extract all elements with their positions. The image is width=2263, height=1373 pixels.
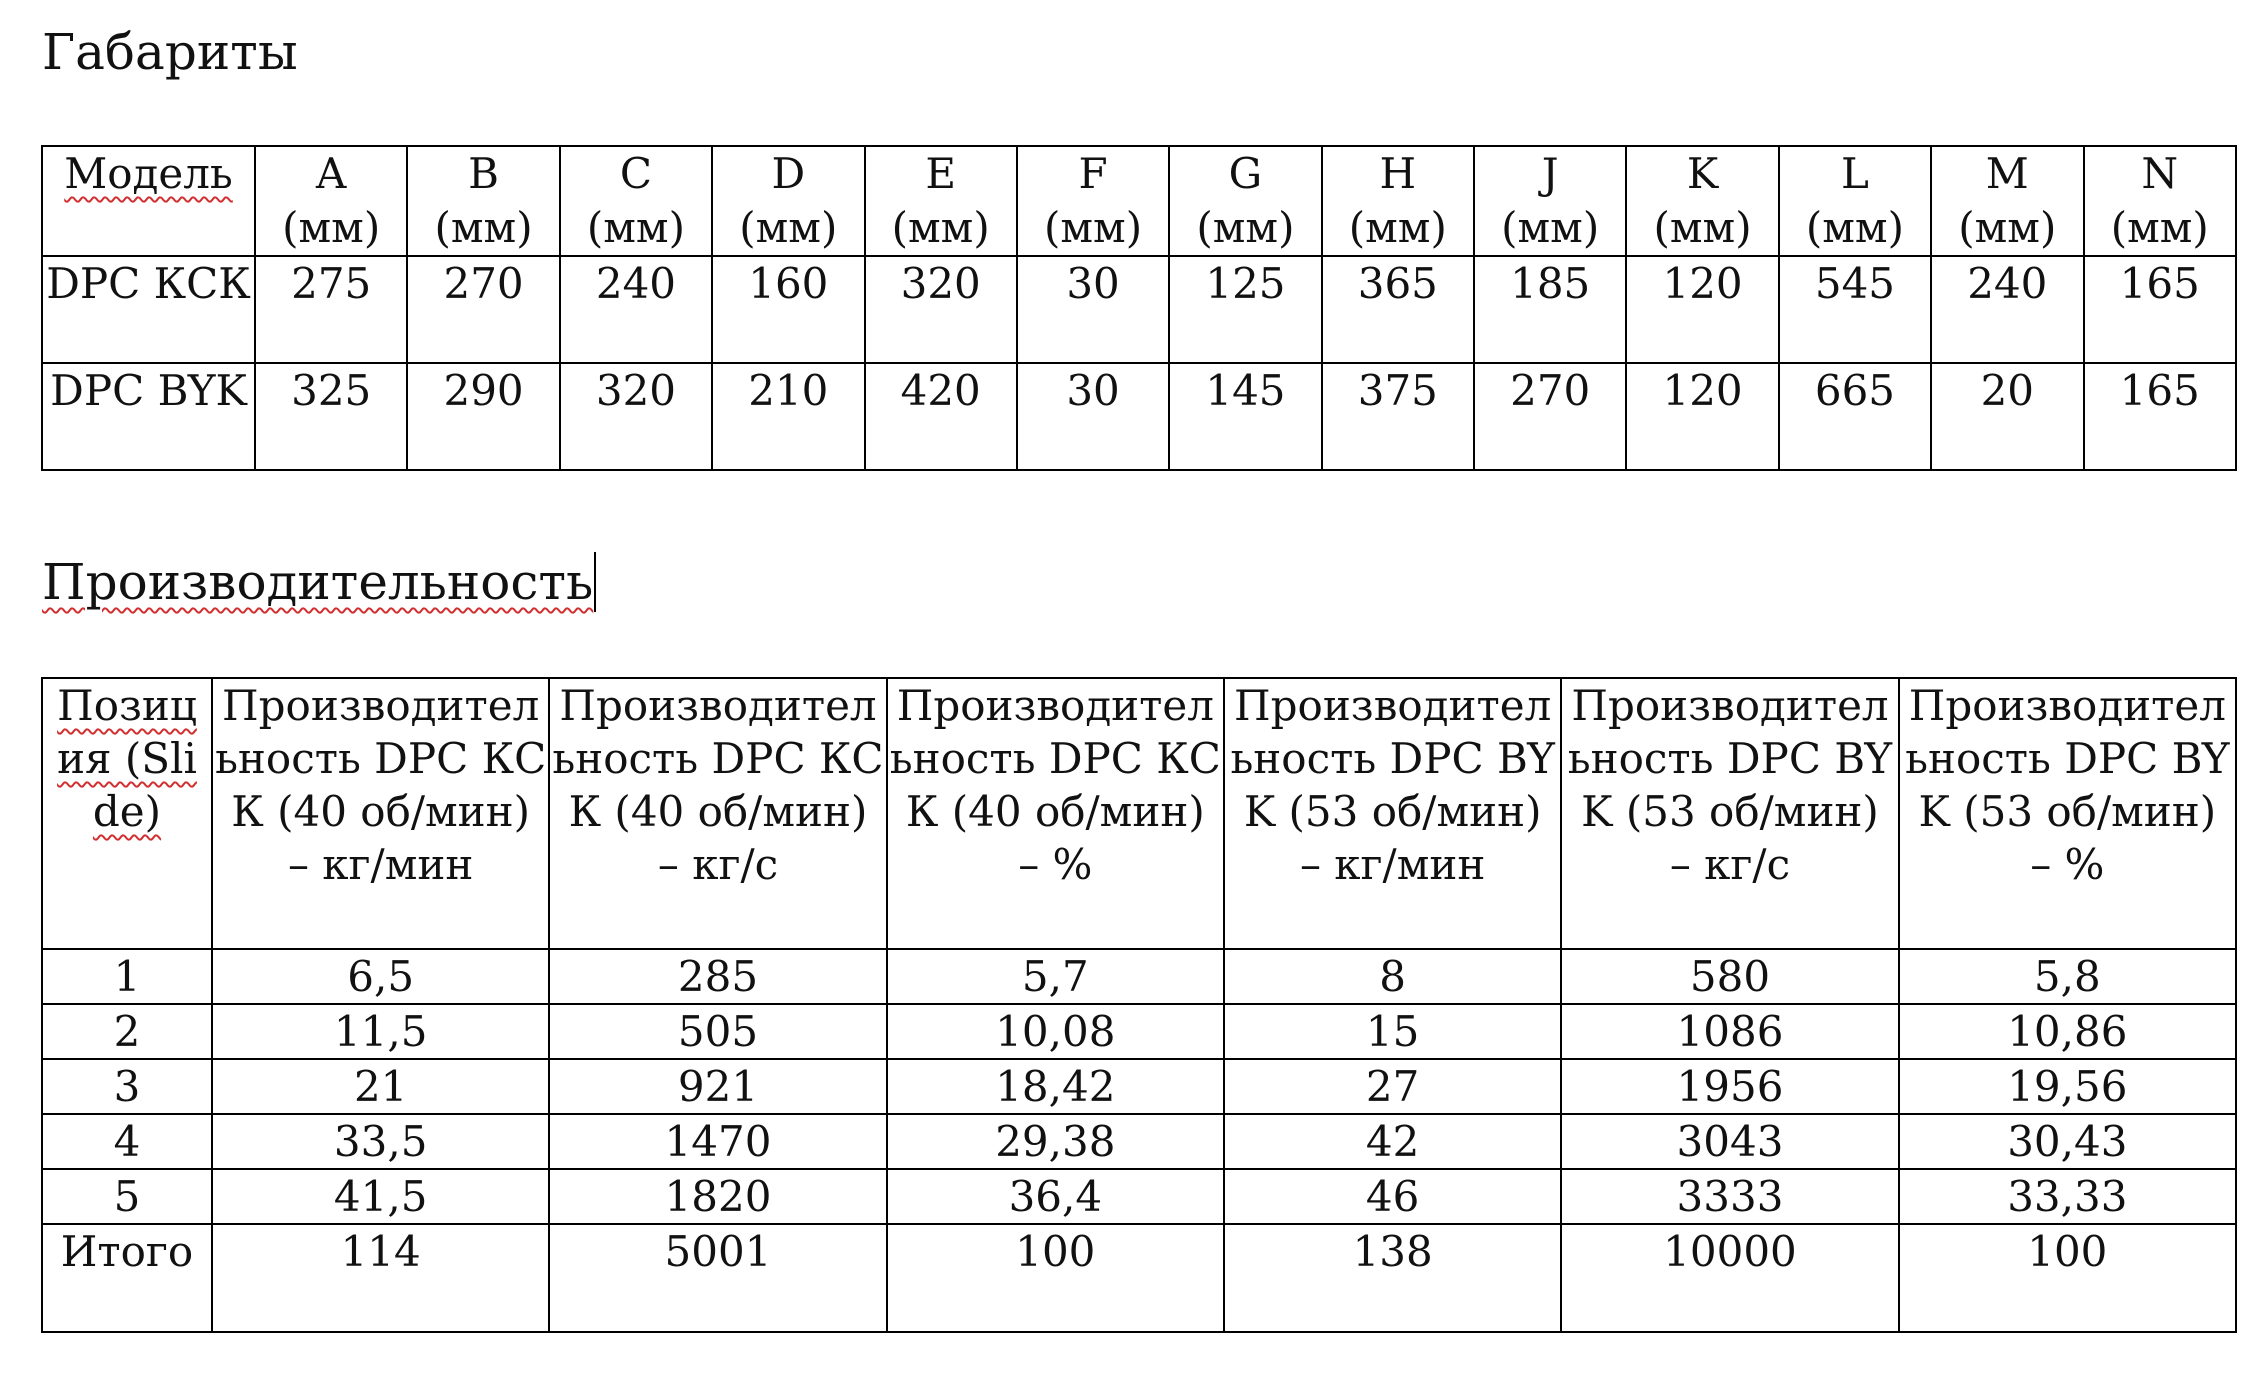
dim-value: 145 xyxy=(1169,363,1321,470)
dim-value: 270 xyxy=(1474,363,1626,470)
dim-label-c: C xyxy=(619,149,652,198)
dim-header-n xyxy=(2084,146,2237,256)
position-cell: 5 xyxy=(42,1169,212,1224)
dim-label-n: N xyxy=(2141,149,2179,198)
perf-value: 46 xyxy=(1224,1169,1561,1224)
dim-unit-h: (мм) xyxy=(1348,203,1447,252)
perf-header: Производительность DPC BYK (53 об/мин) – кг/с xyxy=(1561,678,1898,949)
model-cell: DPC КСК xyxy=(42,256,255,363)
dim-label-d: D xyxy=(771,149,806,198)
dimensions-title: Габариты xyxy=(42,23,298,81)
dim-value: 160 xyxy=(712,256,864,363)
dim-unit-j: (мм) xyxy=(1501,203,1600,252)
perf-value: 10,86 xyxy=(1899,1004,2236,1059)
perf-value: 11,5 xyxy=(212,1004,549,1059)
total-value: 138 xyxy=(1224,1224,1561,1332)
model-header: Модель xyxy=(64,149,233,198)
dim-unit-f: (мм) xyxy=(1044,203,1143,252)
dim-value: 290 xyxy=(407,363,559,470)
dim-label-f: F xyxy=(1078,149,1108,198)
performance-row xyxy=(42,1169,2236,1224)
perf-value: 1470 xyxy=(549,1114,886,1169)
dim-value: 275 xyxy=(255,256,407,363)
performance-row xyxy=(42,949,2236,1004)
position-header: Позиция (Slide) xyxy=(57,681,197,836)
perf-value: 41,5 xyxy=(212,1169,549,1224)
dim-value: 185 xyxy=(1474,256,1626,363)
dim-header-a xyxy=(255,146,407,256)
dim-header-g xyxy=(1169,146,1321,256)
dim-value: 240 xyxy=(1931,256,2083,363)
perf-value: 18,42 xyxy=(887,1059,1224,1114)
perf-header: Производительность DPC BYK (53 об/мин) – кг/мин xyxy=(1224,678,1561,949)
total-value: 114 xyxy=(212,1224,549,1332)
perf-value: 3043 xyxy=(1561,1114,1898,1169)
perf-value: 21 xyxy=(212,1059,549,1114)
dimensions-table xyxy=(41,145,2237,471)
dim-header-j xyxy=(1474,146,1626,256)
dim-value: 30 xyxy=(1017,363,1169,470)
model-cell: DPC BYK xyxy=(42,363,255,470)
perf-value: 5,8 xyxy=(1899,949,2236,1004)
perf-value: 10,08 xyxy=(887,1004,1224,1059)
position-cell: 3 xyxy=(42,1059,212,1114)
perf-value: 5,7 xyxy=(887,949,1224,1004)
perf-value: 505 xyxy=(549,1004,886,1059)
perf-value: 1956 xyxy=(1561,1059,1898,1114)
dim-unit-d: (мм) xyxy=(739,203,838,252)
dim-value: 320 xyxy=(560,363,712,470)
dim-unit-k: (мм) xyxy=(1653,203,1752,252)
perf-header: Производительность DPC КСК (40 об/мин) – % xyxy=(887,678,1224,949)
performance-table xyxy=(41,677,2237,1333)
dim-header-h xyxy=(1322,146,1474,256)
performance-header-row xyxy=(42,678,2236,949)
perf-value: 580 xyxy=(1561,949,1898,1004)
dim-unit-c: (мм) xyxy=(586,203,685,252)
dim-value: 365 xyxy=(1322,256,1474,363)
perf-value: 29,38 xyxy=(887,1114,1224,1169)
dim-value: 165 xyxy=(2084,256,2237,363)
total-value: 100 xyxy=(1899,1224,2236,1332)
perf-value: 1820 xyxy=(549,1169,886,1224)
dim-value: 545 xyxy=(1779,256,1931,363)
total-value: 100 xyxy=(887,1224,1224,1332)
perf-value: 15 xyxy=(1224,1004,1561,1059)
dim-value: 375 xyxy=(1322,363,1474,470)
performance-total-row xyxy=(42,1224,2236,1332)
dimensions-header-row xyxy=(42,146,2236,256)
perf-header: Производительность DPC КСК (40 об/мин) – кг/с xyxy=(549,678,886,949)
performance-title-text: Производительность xyxy=(42,553,594,611)
perf-value: 6,5 xyxy=(212,949,549,1004)
dim-header-l xyxy=(1779,146,1931,256)
position-cell: 2 xyxy=(42,1004,212,1059)
dim-header-k xyxy=(1626,146,1778,256)
dim-unit-e: (мм) xyxy=(891,203,990,252)
dim-unit-l: (мм) xyxy=(1805,203,1904,252)
perf-value: 27 xyxy=(1224,1059,1561,1114)
perf-value: 921 xyxy=(549,1059,886,1114)
dim-value: 240 xyxy=(560,256,712,363)
dim-header-b xyxy=(407,146,559,256)
dim-value: 320 xyxy=(865,256,1017,363)
perf-value: 285 xyxy=(549,949,886,1004)
dim-unit-g: (мм) xyxy=(1196,203,1295,252)
performance-row xyxy=(42,1114,2236,1169)
dim-label-l: L xyxy=(1840,149,1869,198)
dim-unit-n: (мм) xyxy=(2110,203,2209,252)
perf-header: Производительность DPC КСК (40 об/мин) – кг/мин xyxy=(212,678,549,949)
dim-header-m xyxy=(1931,146,2083,256)
dim-unit-a: (мм) xyxy=(282,203,381,252)
dim-value: 325 xyxy=(255,363,407,470)
dim-header-e xyxy=(865,146,1017,256)
dim-label-h: H xyxy=(1379,149,1417,198)
dimensions-row-ksk xyxy=(42,256,2236,363)
dim-header-d xyxy=(712,146,864,256)
model-header-cell xyxy=(42,146,255,256)
dim-value: 270 xyxy=(407,256,559,363)
dim-unit-m: (мм) xyxy=(1958,203,2057,252)
perf-value: 8 xyxy=(1224,949,1561,1004)
perf-value: 33,33 xyxy=(1899,1169,2236,1224)
dim-label-m: M xyxy=(1985,149,2029,198)
dim-unit-b: (мм) xyxy=(434,203,533,252)
performance-title xyxy=(42,552,596,612)
dim-value: 20 xyxy=(1931,363,2083,470)
position-cell: 1 xyxy=(42,949,212,1004)
dim-value: 120 xyxy=(1626,256,1778,363)
dim-label-g: G xyxy=(1228,149,1263,198)
perf-value: 36,4 xyxy=(887,1169,1224,1224)
dim-value: 420 xyxy=(865,363,1017,470)
perf-value: 19,56 xyxy=(1899,1059,2236,1114)
dim-value: 210 xyxy=(712,363,864,470)
performance-row xyxy=(42,1059,2236,1114)
dimensions-row-byk xyxy=(42,363,2236,470)
dim-label-e: E xyxy=(925,149,957,198)
total-value: 10000 xyxy=(1561,1224,1898,1332)
dim-label-b: B xyxy=(468,149,499,198)
dim-value: 125 xyxy=(1169,256,1321,363)
perf-value: 42 xyxy=(1224,1114,1561,1169)
dim-header-f xyxy=(1017,146,1169,256)
dim-label-j: J xyxy=(1541,149,1559,198)
perf-value: 33,5 xyxy=(212,1114,549,1169)
text-cursor xyxy=(594,552,596,612)
dim-value: 165 xyxy=(2084,363,2237,470)
dim-value: 120 xyxy=(1626,363,1778,470)
dim-value: 665 xyxy=(1779,363,1931,470)
perf-value: 3333 xyxy=(1561,1169,1898,1224)
position-header-cell xyxy=(42,678,212,949)
dim-value: 30 xyxy=(1017,256,1169,363)
position-cell: 4 xyxy=(42,1114,212,1169)
dim-header-c xyxy=(560,146,712,256)
perf-value: 1086 xyxy=(1561,1004,1898,1059)
dim-label-k: K xyxy=(1686,149,1719,198)
perf-header: Производительность DPC BYK (53 об/мин) – % xyxy=(1899,678,2236,949)
perf-value: 30,43 xyxy=(1899,1114,2236,1169)
total-label: Итого xyxy=(42,1224,212,1332)
total-value: 5001 xyxy=(549,1224,886,1332)
dim-label-a: A xyxy=(316,149,347,198)
performance-row xyxy=(42,1004,2236,1059)
